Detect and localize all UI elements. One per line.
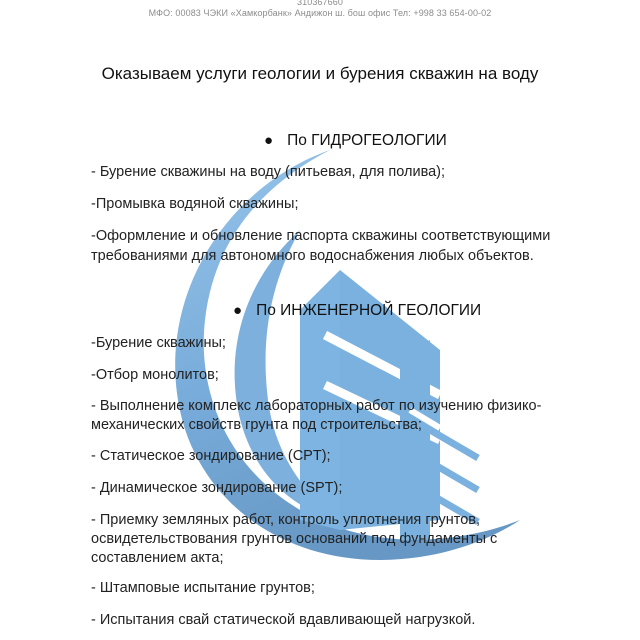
list-item: - Испытания свай статической вдавливающей нагрузкой. (91, 612, 476, 628)
section-heading-hydrogeology (264, 132, 447, 150)
list-item-continuation: механических свойств грунта под строительства; (91, 417, 422, 433)
page-title: Оказываем услуги геологии и бурения скважин на воду (101, 64, 539, 83)
list-item: - Динамическое зондирование (SPT); (91, 480, 343, 496)
list-item: -Промывка водяной скважины; (91, 196, 299, 212)
list-item-continuation: составлением акта; (91, 550, 224, 566)
section-heading-label: По ГИДРОГЕОЛОГИИ (287, 132, 447, 149)
list-item: - Штамповые испытание грунтов; (91, 580, 315, 596)
list-item: - Бурение скважины на воду (питьевая, для полива); (91, 164, 446, 180)
list-item: -Бурение скважины; (91, 335, 226, 351)
list-item: - Выполнение комплекс лабораторных работ по изучению физико- (91, 398, 542, 414)
bullet-icon: ● (233, 302, 243, 319)
list-item-continuation: требованиями для автономного водоснабжения любых объектов. (91, 248, 534, 264)
section-heading-engineering-geology (233, 302, 481, 320)
list-item: -Оформление и обновление паспорта скважины соответствующими (91, 228, 551, 244)
header-bank-details: МФО: 00083 ЧЭКИ «Хамкорбанк» Андижон ш. бош офис Тел: +998 33 654-00-02 (148, 8, 492, 18)
bullet-icon: ● (264, 132, 274, 149)
list-item: - Статическое зондирование (CPT); (91, 448, 331, 464)
header-account-number: 310367660 (297, 0, 343, 7)
list-item: - Приемку земляных работ, контроль уплотнения грунтов, (91, 512, 481, 528)
list-item: -Отбор монолитов; (91, 367, 219, 383)
section-heading-label: По ИНЖЕНЕРНОЙ ГЕОЛОГИИ (256, 302, 482, 319)
list-item-continuation: освидетельствования грунтов оснований под фундаменты с (91, 531, 498, 547)
